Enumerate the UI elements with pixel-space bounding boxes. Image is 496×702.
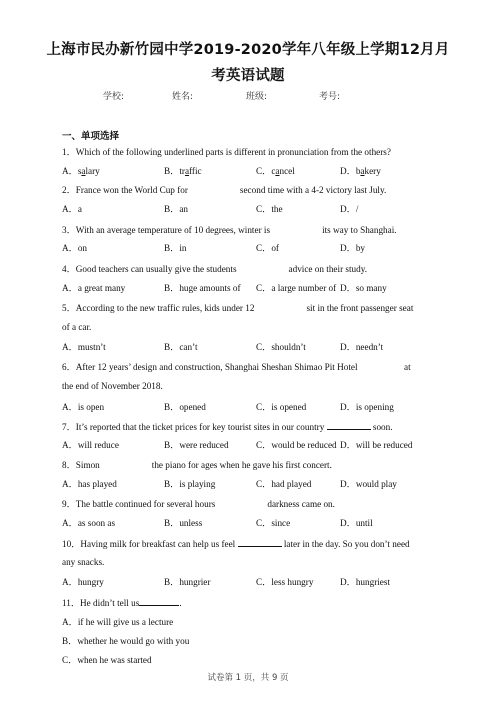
question-8: 8．Simon the piano for ages when he gave his first concert. [62,460,332,470]
q2-option-d: D．/ [340,204,359,214]
q1-option-b: B．traffic [164,166,202,176]
q10-option-b: B．hungrier [164,577,211,587]
q8-option-a: A．has played [62,479,117,489]
q11-option-c: C．when he was started [62,655,152,665]
name-label: 姓名: [172,92,194,102]
q5-option-b: B．can’t [164,342,198,352]
q7-option-d: D．will be reduced [340,440,413,450]
q4-option-a: A．a great many [62,283,126,293]
q10-option-d: D．hungriest [340,577,391,587]
question-2: 2．France won the World Cup for second time with a 4-2 victory last July. [62,185,387,195]
q6-option-b: B．opened [164,402,206,412]
q9-option-c: C．since [256,518,291,528]
question-4: 4．Good teachers can usually give the students advice on their study. [62,264,368,274]
section-heading: 一、单项选择 [62,131,120,142]
question-10: 10．Having milk for breakfast can help us feel later in the day. So you don’t need [62,539,410,549]
question-3: 3．With an average temperature of 10 degrees, winter is its way to Shanghai. [62,225,397,235]
answer-blank-line [327,420,371,430]
q4-option-c: C．a large number of [256,283,337,293]
q4-option-d: D．so many [340,283,387,293]
q3-option-c: C．of [256,243,279,253]
q6-option-a: A．is open [62,402,105,412]
question-6-tail: at [404,362,411,372]
q1-option-a: A．salary [62,166,100,176]
q3-option-d: D．by [340,243,366,253]
question-5-continued: of a car. [62,322,92,332]
exam-title-line2: 考英语试题 [211,68,285,84]
q5-option-a: A．mustn’t [62,342,106,352]
q9-option-b: B．unless [164,518,203,528]
q6-option-c: C．is opened [256,402,307,412]
q10-option-a: A．hungry [62,577,104,587]
q8-option-d: D．would play [340,479,397,489]
q9-option-d: D．until [340,518,373,528]
q1-option-c: C．cancel [256,166,295,176]
question-11: 11．He didn’t tell us . [62,598,182,608]
q9-option-a: A．as soon as [62,518,116,528]
q8-option-c: C．had played [256,479,312,489]
q10-option-c: C．less hungry [256,577,314,587]
q8-option-b: B．is playing [164,479,216,489]
q11-option-b: B．whether he would go with you [62,636,190,646]
q2-option-b: B．an [164,204,188,214]
class-label: 班级: [246,92,268,102]
question-6: 6．After 12 years’ design and construction, Shanghai Sheshan Shimao Pit Hotel [62,362,358,372]
q7-option-c: C．would be reduced [256,440,337,450]
q5-option-c: C．shouldn’t [256,342,306,352]
page-footer: 试卷第 1 页，共 9 页 [207,673,289,683]
q1-option-d: D．bakery [340,166,381,176]
question-1 [62,146,391,158]
q5-option-d: D．needn’t [340,342,384,352]
question-1-text: 1．Which of the following underlined parts is different in pronunciation from the others? [62,147,391,157]
school-label: 学校: [103,92,125,102]
q7-option-b: B．were reduced [164,440,229,450]
q11-option-a: A．if he will give us a lecture [62,617,174,627]
question-10-continued: any snacks. [62,557,105,567]
question-9: 9．The battle continued for several hours darkness came on. [62,499,335,509]
q7-option-a: A．will reduce [62,440,119,450]
q4-option-b: B．huge amounts of [164,283,241,293]
number-label: 考号: [319,92,341,102]
q6-option-d: D．is opening [340,402,394,412]
q2-option-c: C．the [256,204,283,214]
question-7: 7．It’s reported that the ticket prices for key tourist sites in our country soon. [62,422,393,432]
q3-option-b: B．in [164,243,187,253]
q3-option-a: A．on [62,243,88,253]
answer-blank-line [238,537,282,547]
question-5: 5．According to the new traffic rules, kids under 12 sit in the front passenger seat [62,303,414,313]
q2-option-a: A．a [62,204,82,214]
answer-blank-line [139,596,179,606]
question-6-continued: the end of November 2018. [62,381,163,391]
exam-title-line1: 上海市民办新竹园中学2019-2020学年八年级上学期12月月 [46,42,450,58]
